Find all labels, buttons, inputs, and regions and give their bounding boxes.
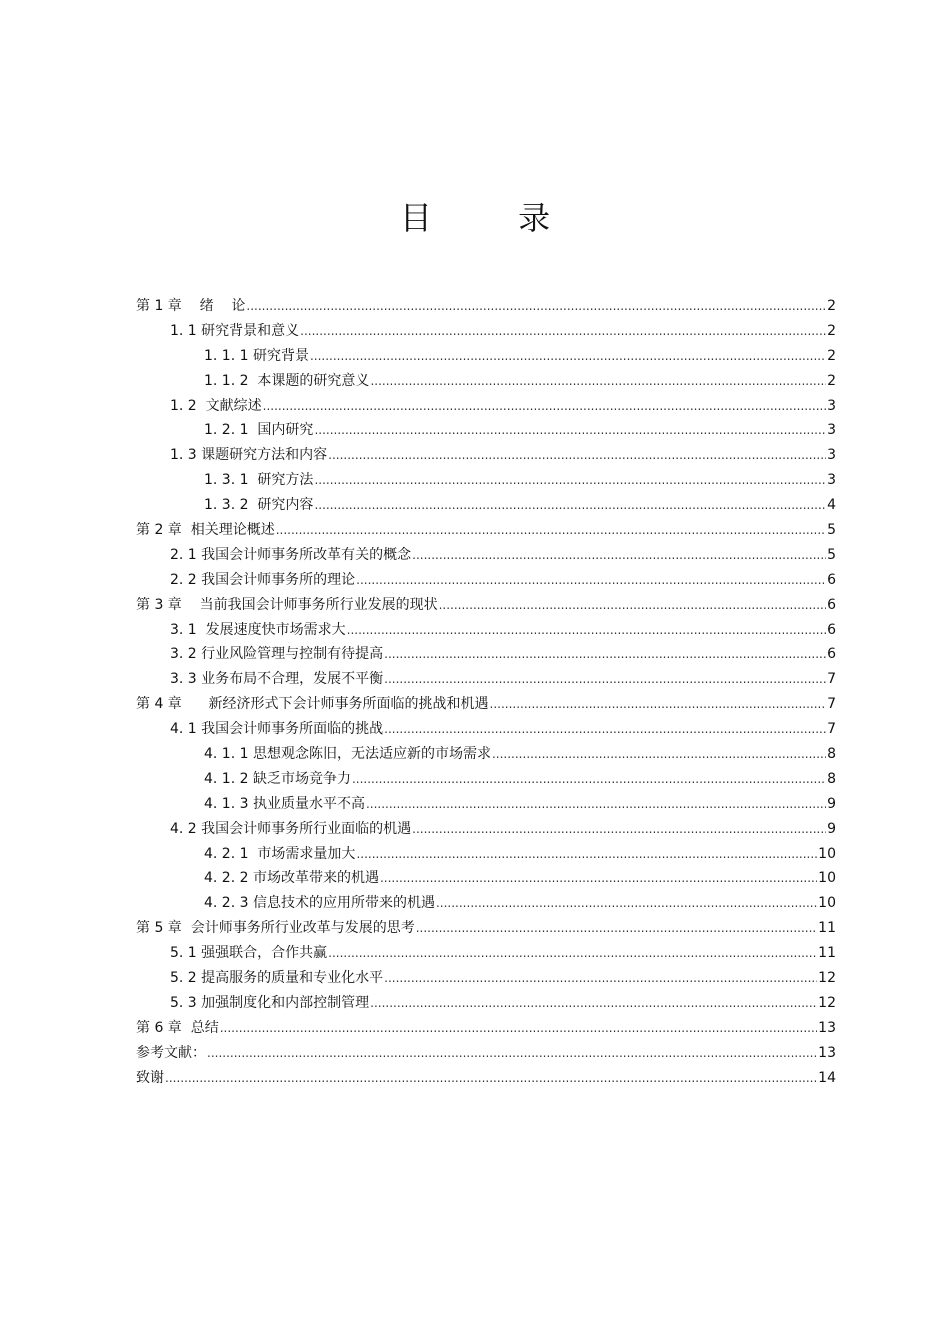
toc-entry-label: 致谢 <box>136 1069 164 1086</box>
toc-entry-label: 4. 1 我国会计师事务所面临的挑战 <box>170 721 384 738</box>
toc-dot-leader <box>314 468 826 493</box>
toc-entry-label: 1. 3 课题研究方法和内容 <box>170 447 328 464</box>
toc-entry-page: 3 <box>827 447 836 464</box>
toc-entry-page: 2 <box>827 322 836 339</box>
toc-entry[interactable] <box>136 394 836 419</box>
toc-dot-leader <box>384 717 826 742</box>
toc-dot-leader <box>328 941 817 966</box>
toc-entry-label: 1. 2 文献综述 <box>170 397 262 414</box>
toc-entry-label: 1. 2. 1 国内研究 <box>204 422 314 439</box>
toc-dot-leader <box>370 369 826 394</box>
toc-entry-page: 10 <box>818 895 836 912</box>
toc-dot-leader <box>384 667 826 692</box>
toc-dot-leader <box>352 767 826 792</box>
toc-entry[interactable] <box>136 667 836 692</box>
toc-entry[interactable] <box>136 294 836 319</box>
toc-entry-label: 1. 1. 2 本课题的研究意义 <box>204 372 370 389</box>
toc-entry-label: 1. 3. 2 研究内容 <box>204 497 314 514</box>
toc-entry[interactable] <box>136 717 836 742</box>
toc-entry-page: 11 <box>818 920 836 937</box>
toc-entry-label: 3. 3 业务布局不合理，发展不平衡 <box>170 671 384 688</box>
toc-dot-leader <box>347 618 826 643</box>
toc-entry-page: 9 <box>827 795 836 812</box>
toc-entry[interactable] <box>136 842 836 867</box>
toc-dot-leader <box>356 842 817 867</box>
toc-entry-page: 2 <box>827 347 836 364</box>
toc-entry-page: 6 <box>827 646 836 663</box>
toc-entry[interactable] <box>136 916 836 941</box>
toc-entry[interactable] <box>136 493 836 518</box>
toc-entry-label: 4. 1. 1 思想观念陈旧，无法适应新的市场需求 <box>204 746 491 763</box>
toc-entry-page: 9 <box>827 820 836 837</box>
toc-dot-leader <box>263 394 826 419</box>
toc-entry-page: 13 <box>818 1019 836 1036</box>
toc-entry-label: 第 5 章 会计师事务所行业改革与发展的思考 <box>136 920 415 937</box>
toc-entry-page: 3 <box>827 472 836 489</box>
toc-entry-page: 2 <box>827 372 836 389</box>
toc-entry[interactable] <box>136 568 836 593</box>
toc-entry[interactable] <box>136 443 836 468</box>
toc-dot-leader <box>384 642 826 667</box>
toc-entry-label: 第 4 章 新经济形式下会计师事务所面临的挑战和机遇 <box>136 696 489 713</box>
toc-entry-page: 7 <box>827 721 836 738</box>
toc-entry[interactable] <box>136 991 836 1016</box>
toc-entry-label: 5. 3 加强制度化和内部控制管理 <box>170 994 370 1011</box>
toc-entry-label: 3. 2 行业风险管理与控制有待提高 <box>170 646 384 663</box>
toc-entry[interactable] <box>136 1066 836 1091</box>
toc-entry[interactable] <box>136 369 836 394</box>
toc-entry-page: 7 <box>827 696 836 713</box>
toc-dot-leader <box>370 991 817 1016</box>
toc-entry[interactable] <box>136 642 836 667</box>
table-of-contents <box>136 294 836 1091</box>
toc-entry[interactable] <box>136 941 836 966</box>
toc-dot-leader <box>366 792 826 817</box>
toc-entry-label: 4. 2. 3 信息技术的应用所带来的机遇 <box>204 895 435 912</box>
toc-entry-label: 4. 2 我国会计师事务所行业面临的机遇 <box>170 820 412 837</box>
toc-entry[interactable] <box>136 1041 836 1066</box>
toc-entry-page: 12 <box>818 970 836 987</box>
toc-entry[interactable] <box>136 767 836 792</box>
toc-entry-page: 14 <box>818 1069 836 1086</box>
toc-entry[interactable] <box>136 792 836 817</box>
toc-dot-leader <box>328 443 826 468</box>
toc-entry[interactable] <box>136 543 836 568</box>
toc-dot-leader <box>380 866 817 891</box>
toc-entry[interactable] <box>136 866 836 891</box>
toc-dot-leader <box>220 1016 817 1041</box>
toc-entry-label: 5. 2 提高服务的质量和专业化水平 <box>170 970 384 987</box>
toc-entry[interactable] <box>136 891 836 916</box>
toc-entry-page: 6 <box>827 571 836 588</box>
toc-entry-page: 8 <box>827 746 836 763</box>
toc-entry-label: 3. 1 发展速度快市场需求大 <box>170 621 346 638</box>
toc-entry-label: 1. 1. 1 研究背景 <box>204 347 309 364</box>
toc-entry-label: 1. 1 研究背景和意义 <box>170 322 300 339</box>
toc-entry-label: 第 6 章 总结 <box>136 1019 219 1036</box>
toc-entry-label: 4. 1. 2 缺乏市场竞争力 <box>204 770 351 787</box>
toc-dot-leader <box>276 518 826 543</box>
toc-entry-page: 13 <box>818 1044 836 1061</box>
toc-entry[interactable] <box>136 618 836 643</box>
toc-entry[interactable] <box>136 966 836 991</box>
toc-entry-label: 第 2 章 相关理论概述 <box>136 522 275 539</box>
toc-dot-leader <box>165 1066 817 1091</box>
toc-entry-page: 2 <box>827 298 836 314</box>
toc-dot-leader <box>412 543 826 568</box>
toc-entry-page: 11 <box>818 945 836 962</box>
toc-entry-page: 3 <box>827 422 836 439</box>
toc-dot-leader <box>490 692 827 717</box>
toc-entry-label: 第 1 章 绪 论 <box>136 298 246 314</box>
toc-entry-label: 2. 1 我国会计师事务所改革有关的概念 <box>170 546 412 563</box>
toc-entry-page: 5 <box>827 546 836 563</box>
toc-entry-page: 10 <box>818 870 836 887</box>
toc-entry[interactable] <box>136 319 836 344</box>
toc-dot-leader <box>416 916 817 941</box>
toc-dot-leader <box>310 344 826 369</box>
toc-title: 目 录 <box>399 199 589 237</box>
toc-dot-leader <box>356 568 826 593</box>
toc-entry-label: 5. 1 强强联合，合作共赢 <box>170 945 328 962</box>
toc-entry-page: 10 <box>818 845 836 862</box>
toc-entry-page: 4 <box>827 497 836 514</box>
toc-entry[interactable] <box>136 468 836 493</box>
toc-entry-page: 7 <box>827 671 836 688</box>
toc-entry-page: 5 <box>827 522 836 539</box>
toc-entry-page: 12 <box>818 994 836 1011</box>
toc-dot-leader <box>492 742 826 767</box>
toc-dot-leader <box>314 493 826 518</box>
toc-entry-label: 4. 2. 2 市场改革带来的机遇 <box>204 870 379 887</box>
toc-entry[interactable] <box>136 593 836 618</box>
toc-entry-label: 1. 3. 1 研究方法 <box>204 472 314 489</box>
toc-entry-page: 6 <box>827 621 836 638</box>
toc-entry[interactable] <box>136 518 836 543</box>
toc-dot-leader <box>412 817 826 842</box>
toc-dot-leader <box>207 1041 817 1066</box>
toc-entry-page: 3 <box>827 397 836 414</box>
toc-entry[interactable] <box>136 692 836 717</box>
toc-entry[interactable] <box>136 817 836 842</box>
toc-dot-leader <box>439 593 826 618</box>
toc-entry-page: 6 <box>827 596 836 613</box>
toc-entry-label: 第 3 章 当前我国会计师事务所行业发展的现状 <box>136 596 438 613</box>
toc-entry-page: 8 <box>827 770 836 787</box>
toc-entry-label: 4. 2. 1 市场需求量加大 <box>204 845 356 862</box>
toc-entry-label: 4. 1. 3 执业质量水平不高 <box>204 795 365 812</box>
toc-dot-leader <box>300 319 826 344</box>
toc-entry[interactable] <box>136 1016 836 1041</box>
toc-dot-leader <box>314 418 826 443</box>
toc-entry[interactable] <box>136 742 836 767</box>
toc-entry-label: 2. 2 我国会计师事务所的理论 <box>170 571 356 588</box>
toc-entry-label: 参考文献： <box>136 1044 206 1061</box>
toc-dot-leader <box>384 966 817 991</box>
toc-entry[interactable] <box>136 344 836 369</box>
toc-entry[interactable] <box>136 418 836 443</box>
toc-dot-leader <box>436 891 817 916</box>
toc-dot-leader <box>246 294 826 319</box>
